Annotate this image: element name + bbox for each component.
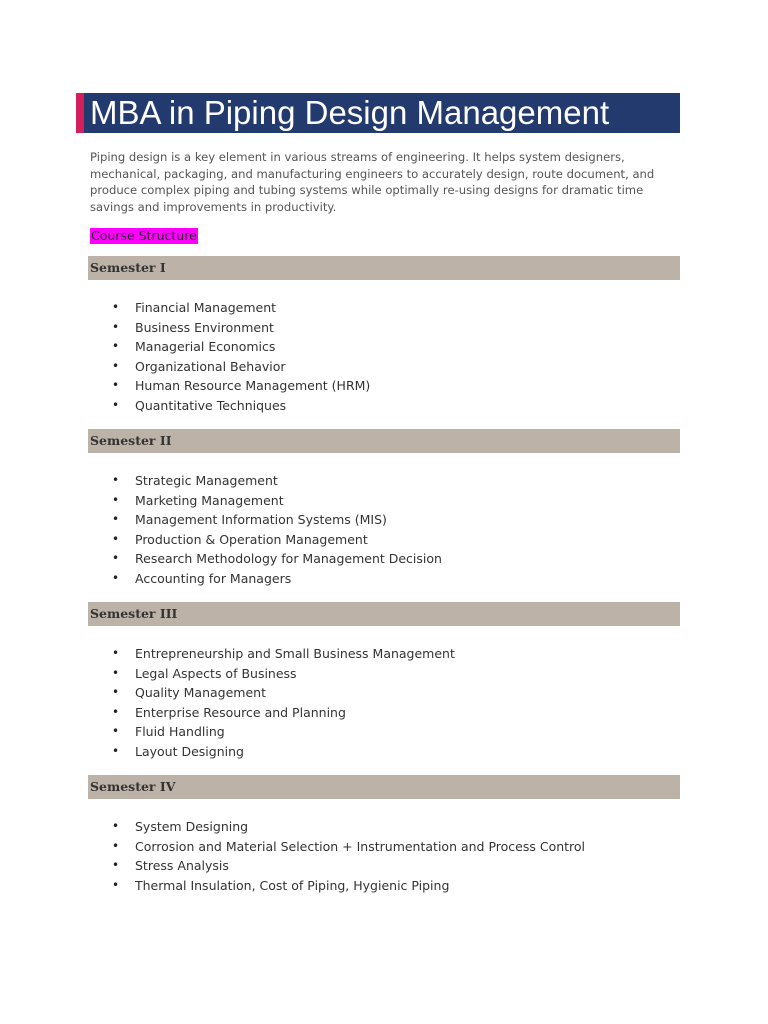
subject-label: Business Environment [135, 319, 274, 335]
subject-label: Research Methodology for Management Decision [135, 551, 442, 566]
subject-label: Corrosion and Material Selection + Instrumentation and Process Control [135, 838, 586, 854]
semester-sections [76, 256, 680, 895]
document-page [76, 93, 680, 895]
subject-label: Managerial Economics [135, 339, 276, 354]
bullet-icon: • [112, 646, 120, 660]
subject-list [88, 644, 680, 761]
bullet-icon: • [112, 339, 120, 353]
bullet-icon: • [112, 378, 120, 392]
bullet-icon: • [112, 492, 120, 507]
subject-item [88, 856, 680, 876]
subject-item [88, 396, 680, 416]
semester-section [88, 775, 680, 895]
bullet-icon: • [112, 300, 120, 314]
bullet-icon: • [112, 512, 120, 526]
bullet-icon: • [112, 551, 120, 565]
subject-item [88, 569, 680, 589]
subject-item [88, 376, 680, 396]
bullet-icon: • [112, 531, 120, 546]
semester-section [88, 429, 680, 588]
semester-header: Semester I [88, 256, 680, 280]
subject-item [88, 742, 680, 762]
subject-label: System Designing [135, 819, 249, 834]
subject-label: Entrepreneurship and Small Business Management [135, 646, 455, 661]
subject-label: Organizational Behavior [135, 358, 286, 374]
subject-item [88, 817, 680, 837]
semester-header: Semester III [88, 602, 680, 626]
subject-label: Human Resource Management (HRM) [135, 378, 371, 393]
subject-item [88, 683, 680, 703]
bullet-icon: • [112, 819, 120, 833]
subject-item [88, 703, 680, 723]
subject-label: Marketing Management [135, 492, 284, 508]
bullet-icon: • [112, 665, 120, 680]
bullet-icon: • [112, 685, 120, 699]
subject-item [88, 337, 680, 357]
subject-item [88, 298, 680, 318]
subject-label: Thermal Insulation, Cost of Piping, Hygienic Piping [135, 877, 450, 893]
subject-label: Legal Aspects of Business [135, 665, 297, 681]
bullet-icon: • [112, 877, 120, 892]
bullet-icon: • [112, 473, 120, 487]
subject-item [88, 644, 680, 664]
semester-header: Semester II [88, 429, 680, 453]
subject-list [88, 298, 680, 415]
subject-label: Quality Management [135, 685, 266, 700]
subject-item [88, 491, 680, 511]
subject-label: Stress Analysis [135, 858, 229, 873]
bullet-icon: • [112, 704, 120, 719]
bullet-icon: • [112, 838, 120, 853]
subject-item [88, 837, 680, 857]
subject-list [88, 471, 680, 588]
bullet-icon: • [112, 397, 120, 412]
bullet-icon: • [112, 358, 120, 373]
subject-label: Accounting for Managers [135, 570, 292, 586]
semester-header: Semester IV [88, 775, 680, 799]
subject-label: Financial Management [135, 300, 277, 315]
page-title: MBA in Piping Design Management [90, 94, 610, 131]
subject-item [88, 530, 680, 550]
subject-label: Enterprise Resource and Planning [135, 704, 346, 720]
bullet-icon: • [112, 319, 120, 334]
subject-label: Production & Operation Management [135, 531, 368, 547]
subject-label: Strategic Management [135, 473, 278, 488]
bullet-icon: • [112, 570, 120, 585]
subject-label: Layout Designing [135, 743, 244, 759]
subject-item [88, 876, 680, 896]
subject-item [88, 510, 680, 530]
bullet-icon: • [112, 858, 120, 872]
subject-label: Management Information Systems (MIS) [135, 512, 387, 527]
subject-label: Quantitative Techniques [135, 397, 287, 413]
subject-item [88, 722, 680, 742]
course-structure-heading: Course Structure [91, 228, 197, 243]
bullet-icon: • [112, 743, 120, 758]
intro-paragraph: Piping design is a key element in various streams of engineering. It helps system designers, mechanical, packaging, and manufacturing engineers to accurately design, route document, and produce complex piping and tubing systems while optimally re-using designs for dramatic time savings and improvements in productivity. [90, 150, 655, 214]
subject-item [88, 664, 680, 684]
subject-item [88, 357, 680, 377]
semester-section [88, 256, 680, 415]
subject-item [88, 549, 680, 569]
subject-item [88, 471, 680, 491]
semester-section [88, 602, 680, 761]
title-banner [76, 93, 680, 133]
subject-label: Fluid Handling [135, 724, 225, 739]
subject-item [88, 318, 680, 338]
bullet-icon: • [112, 724, 120, 738]
subject-list [88, 817, 680, 895]
